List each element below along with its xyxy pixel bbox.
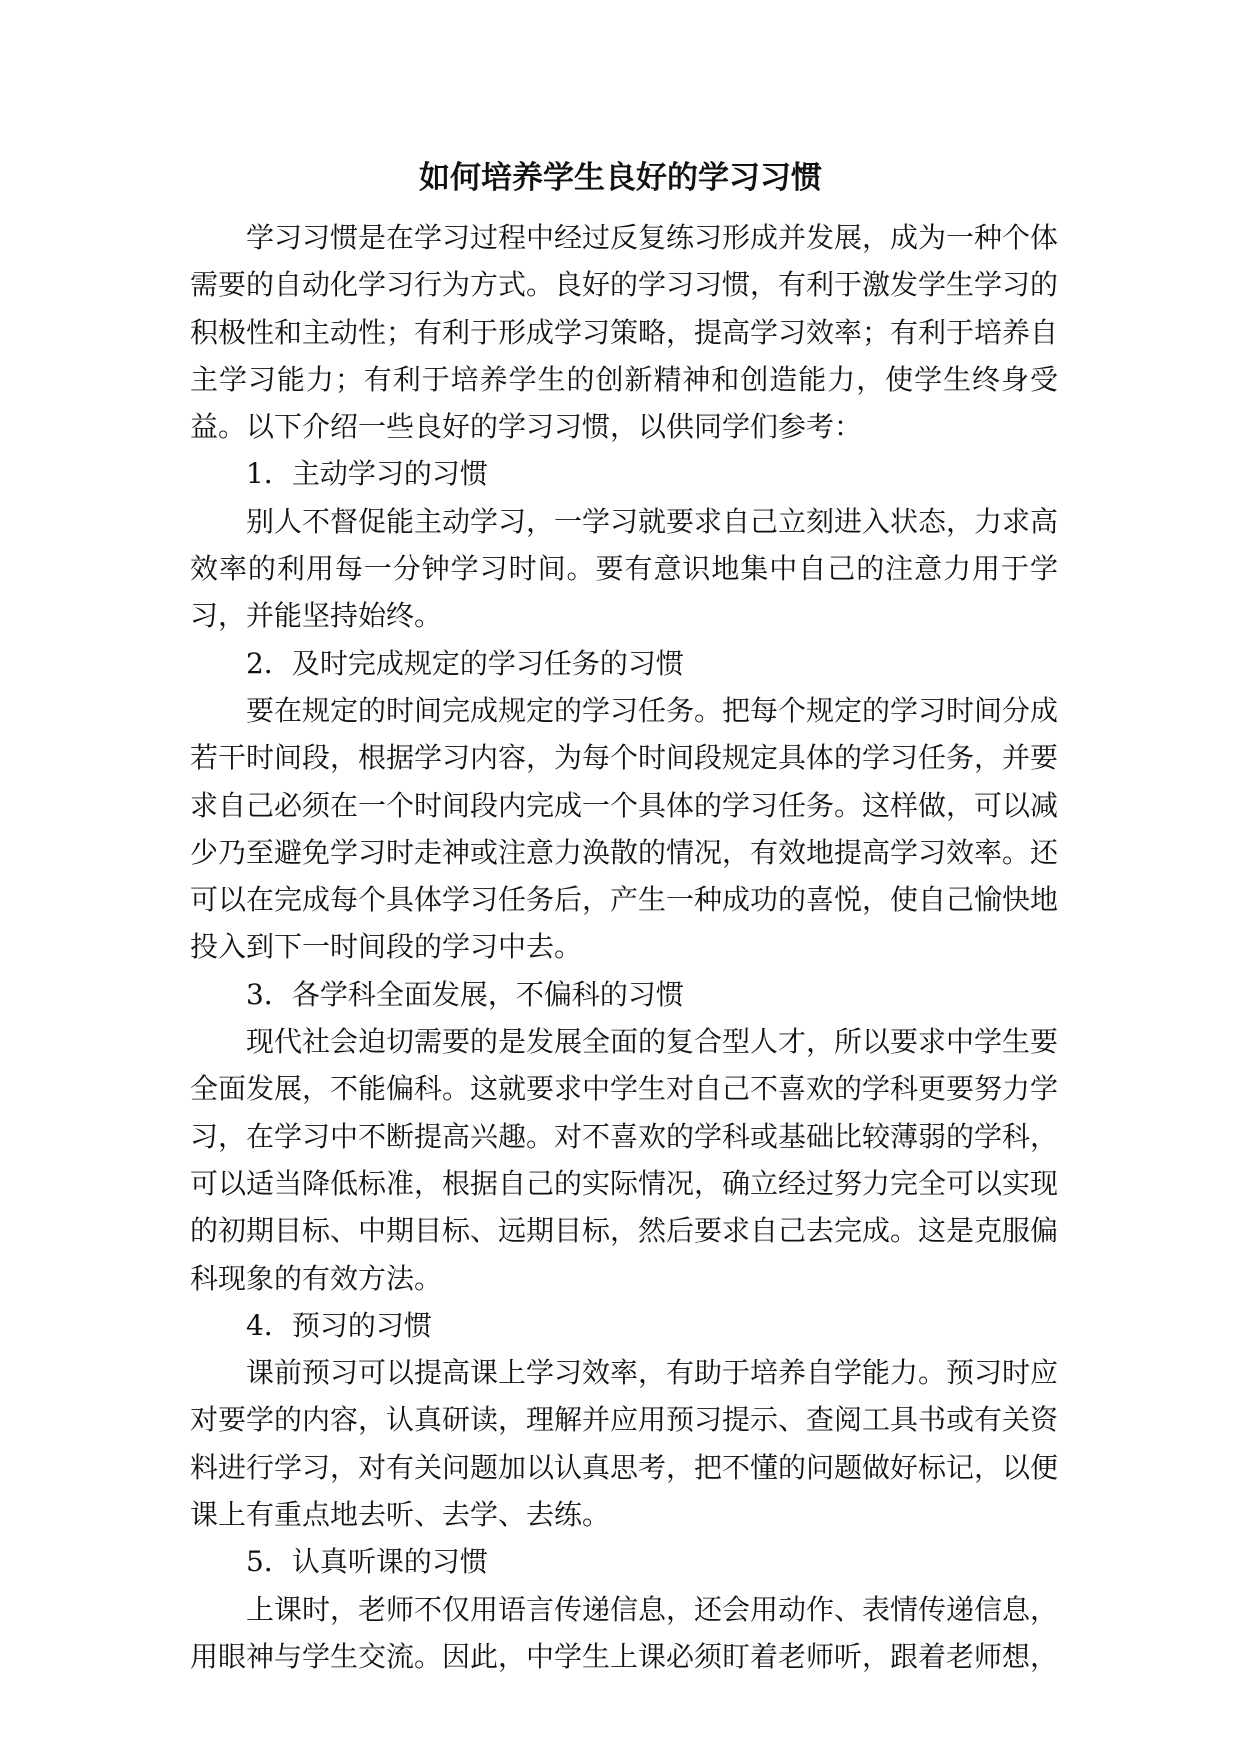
- section-heading: 3．各学科全面发展，不偏科的习惯: [246, 977, 684, 1011]
- section-heading: 4．预习的习惯: [246, 1308, 432, 1342]
- body-paragraph: 别人不督促能主动学习，一学习就要求自己立刻进入状态，力求高效率的利用每一分钟学习时间。要有意识地集中自己的注意力用于学习，并能坚持始终。: [190, 504, 1059, 633]
- body-paragraph: 上课时，老师不仅用语言传递信息，还会用动作、表情传递信息，用眼神与学生交流。因此，中学生上课必须盯着老师听，跟着老师想，: [190, 1592, 1059, 1673]
- document-body: [190, 214, 1058, 1680]
- document-title: 如何培养学生良好的学习习惯: [419, 160, 822, 196]
- body-paragraph: 现代社会迫切需要的是发展全面的复合型人才，所以要求中学生要全面发展，不能偏科。这就要求中学生对自己不喜欢的学科更要努力学习，在学习中不断提高兴趣。对不喜欢的学科或基础比较薄弱的学科，可以适当降低标准，根据自己的实际情况，确立经过努力完全可以实现的初期目标、中期目标、远期目标，然后要求自己去完成。这是克服偏科现象的有效方法。: [190, 1025, 1059, 1295]
- body-paragraph: 学习习惯是在学习过程中经过反复练习形成并发展，成为一种个体需要的自动化学习行为方式。良好的学习习惯，有利于激发学生学习的积极性和主动性；有利于形成学习策略，提高学习效率；有利于培养自主学习能力；有利于培养学生的创新精神和创造能力，使学生终身受益。以下介绍一些良好的学习习惯，以供同学们参考：: [190, 221, 1059, 444]
- body-paragraph: 要在规定的时间完成规定的学习任务。把每个规定的学习时间分成若干时间段，根据学习内容，为每个时间段规定具体的学习任务，并要求自己必须在一个时间段内完成一个具体的学习任务。这样做，可以减少乃至避免学习时走神或注意力涣散的情况，有效地提高学习效率。还可以在完成每个具体学习任务后，产生一种成功的喜悦，使自己愉快地投入到下一时间段的学习中去。: [190, 693, 1059, 964]
- body-paragraph: 课前预习可以提高课上学习效率，有助于培养自学能力。预习时应对要学的内容，认真研读，理解并应用预习提示、查阅工具书或有关资料进行学习，对有关问题加以认真思考，把不懂的问题做好标记，以便课上有重点地去听、去学、去练。: [190, 1356, 1059, 1532]
- section-heading: 2．及时完成规定的学习任务的习惯: [246, 646, 684, 680]
- section-heading: 5．认真听课的习惯: [246, 1545, 488, 1579]
- section-heading: 1．主动学习的习惯: [246, 457, 488, 491]
